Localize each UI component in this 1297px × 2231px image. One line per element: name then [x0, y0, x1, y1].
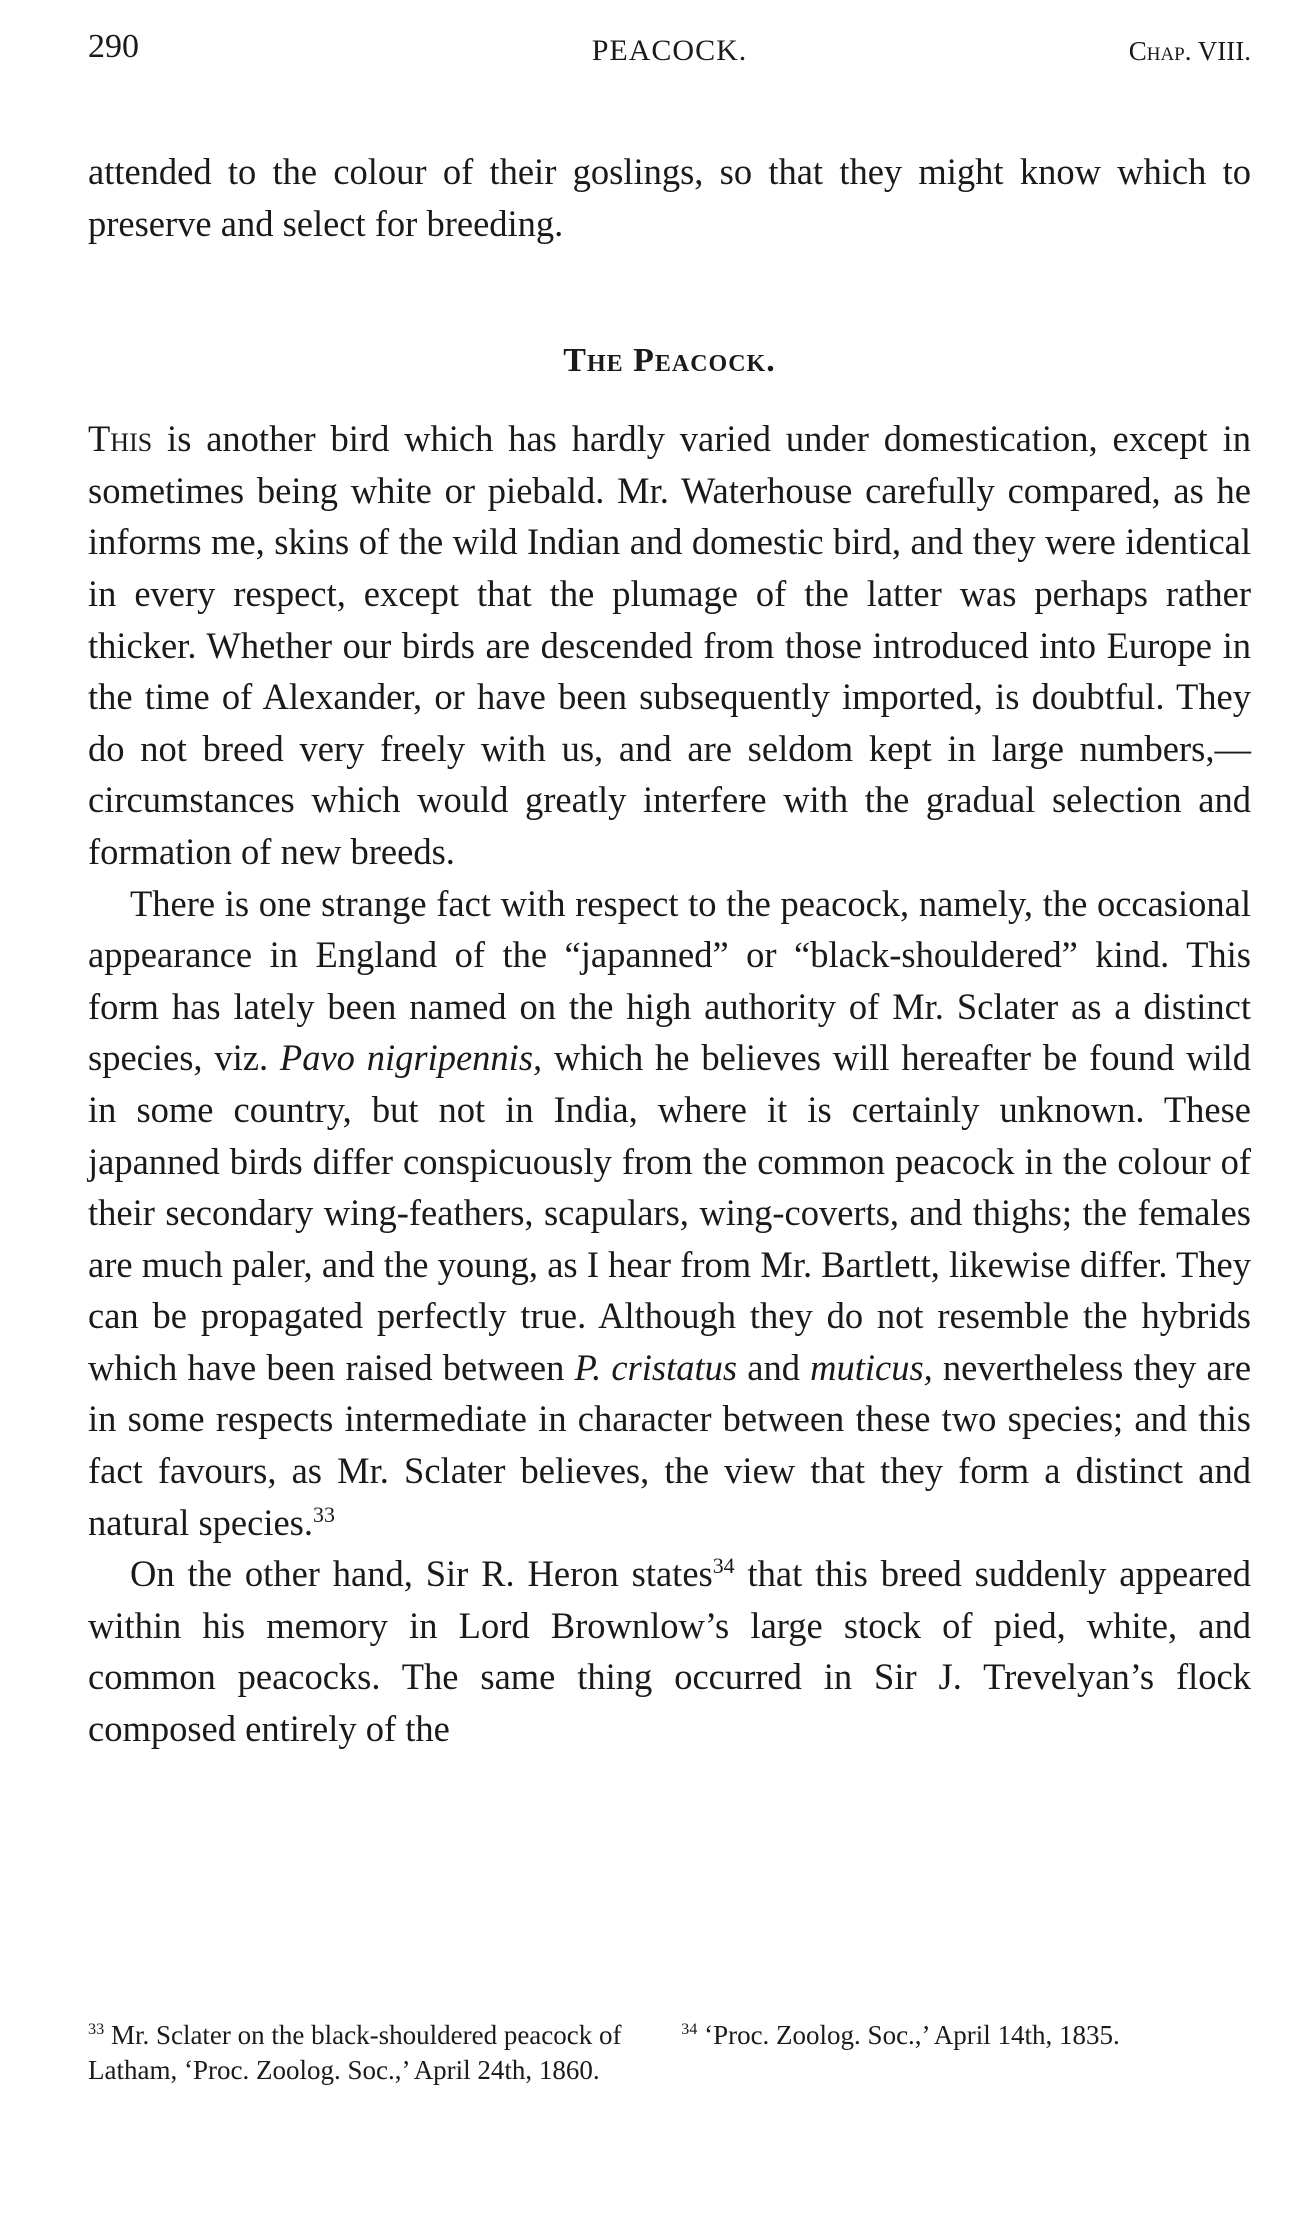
paragraph-3-text-b: that this breed suddenly appeared within his memory in Lord Brownlow’s large stock of pied, white, and common peacocks. The same thing occurred in Sir J. Trevelyan’s flock composed entirely of the [88, 1553, 1251, 1750]
footnote-34-text: ‘Proc. Zoolog. Soc.,’ April 14th, 1835. [697, 2020, 1120, 2050]
paragraph-3-text-a: On the other hand, Sir R. Heron states [130, 1553, 713, 1595]
paragraph-3 [88, 1548, 1251, 1754]
footnote-ref-34[interactable]: 34 [712, 1553, 735, 1579]
footnote-ref-33[interactable]: 33 [313, 1501, 335, 1527]
paragraph-1-text: is another bird which has hardly varied under domestication, except in sometimes being white or piebald. Mr. Waterhouse carefully compared, as he informs me, skins of the wild Indian and domestic bird, and they were identical in every respect, except that the plumage of the latter was perhaps rather thicker. Whether our birds are descended from those introduced into Europe in the time of Alexander, or have been subsequently imported, is doubtful. They do not breed very freely with us, and are seldom kept in large numbers,—circumstances which would greatly interfere with the gradual selection and formation of new breeds. [88, 418, 1251, 872]
chapter-reference: Chap. VIII. [1128, 36, 1251, 66]
paragraph-2-text-a: There is one strange fact with respect to the peacock, namely, the occasional appearance in England of the “japanned” or “black-shouldered” kind. This form has lately been named on the high authority of Mr. Sclater as a distinct species, viz. [88, 882, 1251, 1079]
footnotes [88, 2018, 1251, 2088]
section-heading: The Peacock. [563, 342, 776, 380]
species-name-muticus: muticus, [810, 1346, 933, 1388]
page-number: 290 [88, 28, 139, 65]
running-title: PEACOCK. [591, 34, 748, 67]
paragraph-1-lead-word: This [88, 418, 153, 460]
footnote-34 [681, 2018, 1251, 2088]
species-name-pavo-nigripennis: Pavo nigripennis, [279, 1037, 543, 1079]
footnote-33-text: Mr. Sclater on the black-shouldered peacock of Latham, ‘Proc. Zoolog. Soc.,’ April 24th, 1860. [88, 2020, 622, 2085]
paragraph-2-text-c: and [737, 1346, 811, 1388]
paragraph-2 [88, 878, 1251, 1549]
paragraph-2-text-d: nevertheless they are in some respects intermediate in character between these two species; and this fact favours, as Mr. Sclater believes, the view that they form a distinct and natural species. [88, 1346, 1252, 1543]
paragraph-1 [88, 413, 1251, 877]
footnote-number-34: 34 [681, 2020, 698, 2038]
footnote-number-33: 33 [88, 2020, 105, 2038]
continuation-paragraph: attended to the colour of their goslings, so that they might know which to preserve and select for breeding. [88, 151, 1251, 244]
paragraph-2-text-b: which he believes will hereafter be found wild in some country, but not in India, where it is certainly unknown. These japanned birds differ conspicuously from the common peacock in the colour of their secondary wing-feathers, scapulars, wing-coverts, and thighs; the females are much paler, and the young, as I hear from Mr. Bartlett, likewise differ. They can be propagated perfectly true. Although they do not resemble the hybrids which have been raised between [88, 1037, 1252, 1388]
species-name-p-cristatus: P. cristatus [574, 1346, 738, 1388]
footnote-33 [88, 2018, 646, 2088]
book-page [88, 28, 1251, 1755]
running-head [88, 28, 1251, 78]
